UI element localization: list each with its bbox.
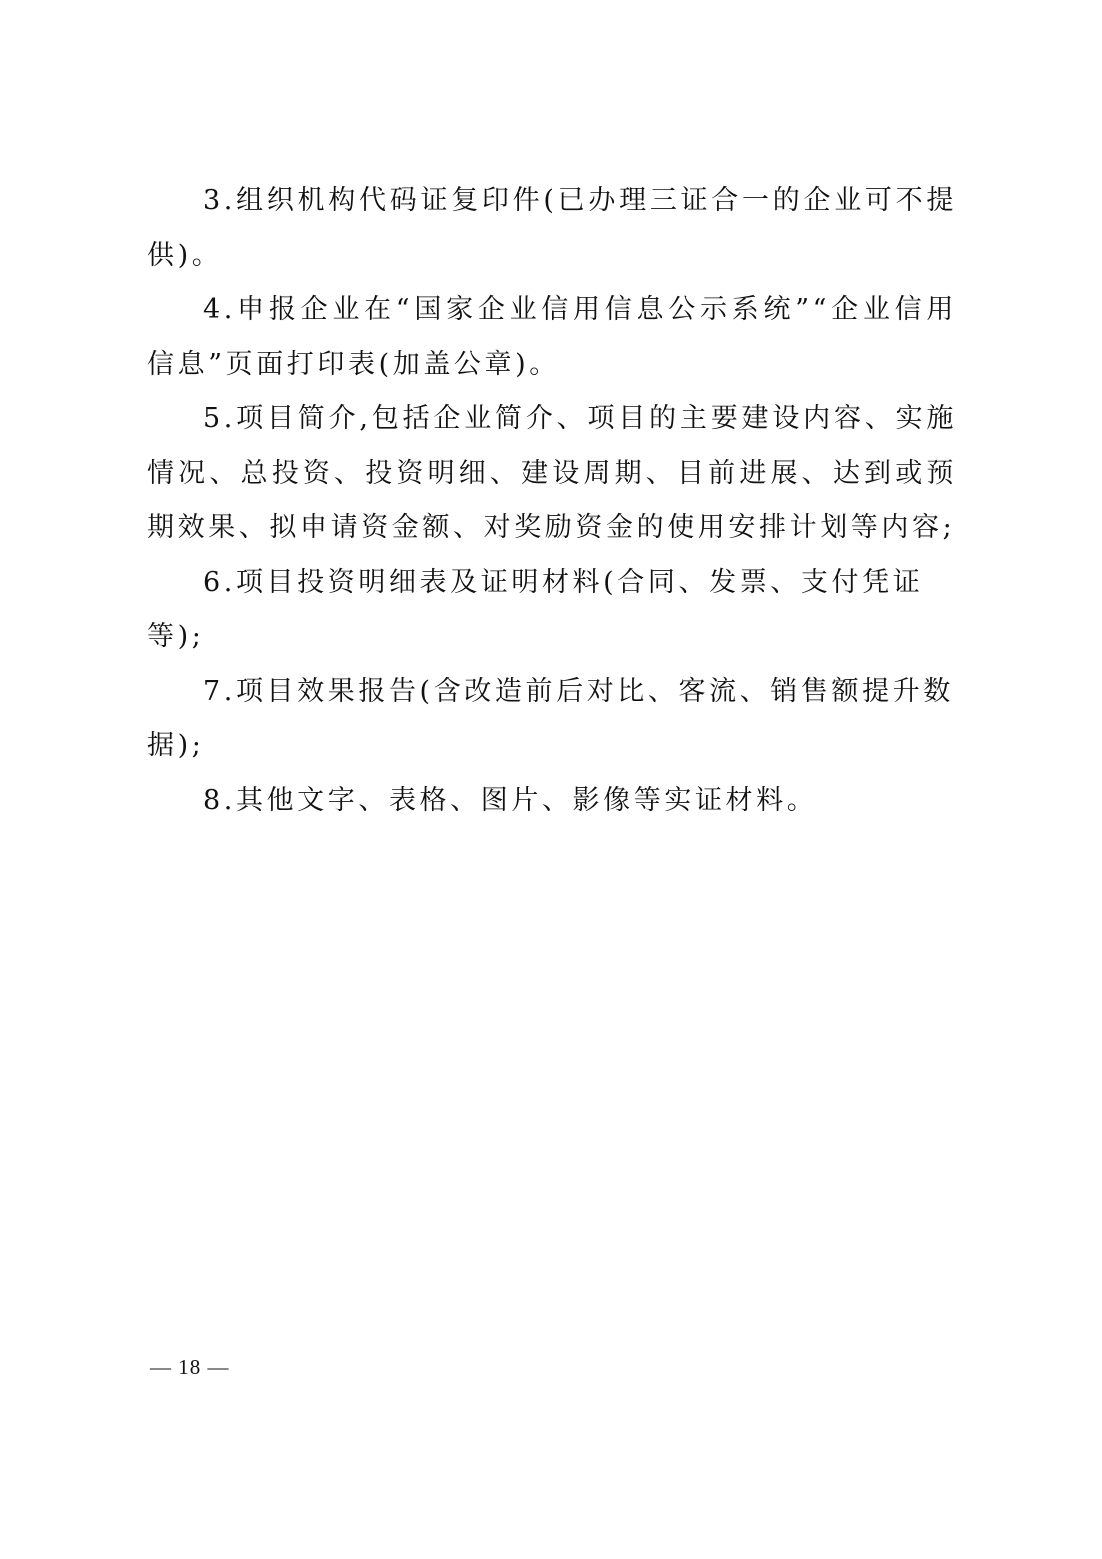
paragraph-item-8: 8.其他文字、表格、图片、影像等实证材料。 [203, 784, 818, 816]
document-body [147, 174, 957, 828]
paragraph-item-5: 5.项目简介,包括企业简介、项目的主要建设内容、实施情况、总投资、投资明细、建设周期、目前进展、达到或预期效果、拟申请资金额、对奖励资金的使用安排计划等内容; [147, 403, 957, 543]
paragraph-item-4: 4.申报企业在“国家企业信用信息公示系统”“企业信用信息”页面打印表(加盖公章)。 [147, 294, 957, 380]
paragraph-item-6: 6.项目投资明细表及证明材料(合同、发票、支付凭证等); [147, 566, 924, 652]
page-number: — 18 — [150, 1355, 230, 1379]
paragraph-item-3: 3.组织机构代码证复印件(已办理三证合一的企业可不提供)。 [147, 185, 957, 271]
paragraph-item-7: 7.项目效果报告(含改造前后对比、客流、销售额提升数据); [147, 675, 954, 761]
